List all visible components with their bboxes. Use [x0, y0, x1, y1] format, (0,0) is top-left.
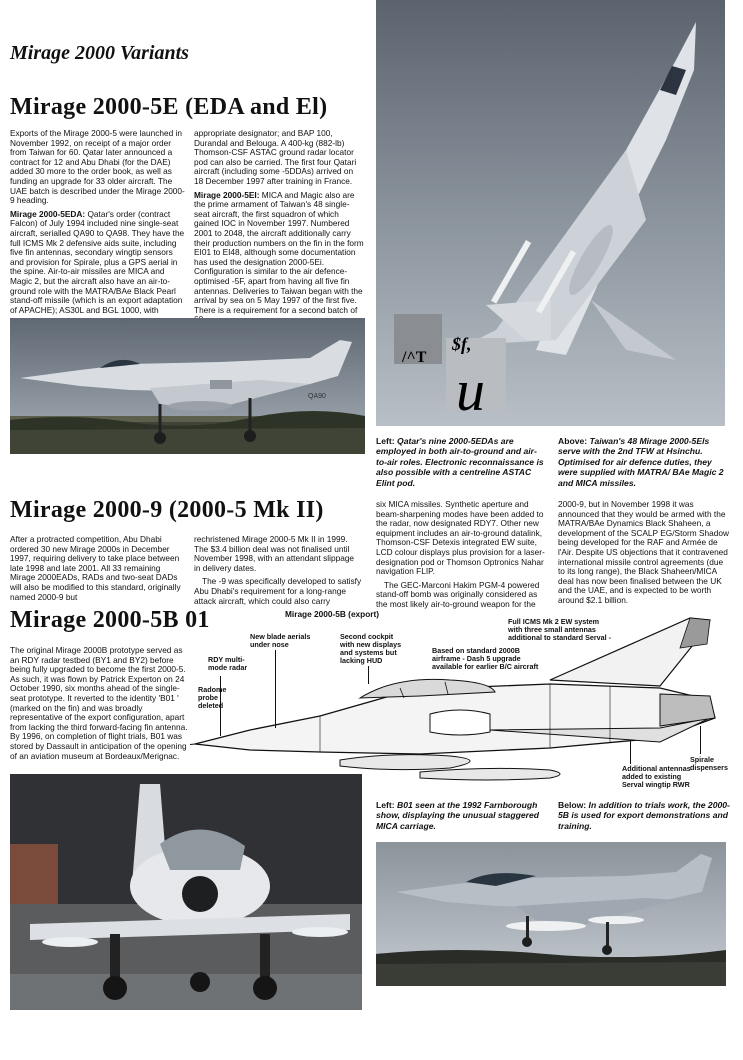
paragraph-text: Qatar's order (contract Falcon) of July 1994 included nine single-seat aircraft, serialled QA90 to QA98. They have the full ICMS Mk 2 defensive aids suite, including five fin antennas, secondary wingtip sensors and provision for Spirale, plus a GPS aerial in the spine. Air-to-air missiles are MICA and Magic 2, but the aircraft also have an air-to-ground role with the MATRA/BAe Black Pearl stand-off missile (which is an export adaptation of APACHE); AS30L and BGL 1000, with — [10, 208, 185, 315]
caption-text: B01 seen at the 1992 Farnborough show, displaying the unusual staggered MICA carriage. — [376, 800, 539, 831]
text-column-9-2 — [194, 535, 362, 610]
caption-text: In addition to trials work, the 2000-5B is used for export demonstrations and training. — [558, 800, 730, 831]
paragraph — [194, 191, 364, 325]
scan-artifact: u — [456, 358, 485, 423]
caption-lead: Left: — [376, 436, 395, 446]
leader-line — [275, 650, 276, 728]
callout-blade-aerials: New blade aerials under nose — [250, 632, 311, 649]
text-column-5e-1 — [10, 129, 188, 319]
scan-artifact: /^T — [402, 349, 427, 366]
photo-taiwan-mirage — [376, 0, 725, 426]
callout-spirale: Spirale dispensers — [690, 755, 728, 772]
callout-radome: Radome probe deleted — [198, 685, 227, 710]
caption-taiwan — [558, 436, 730, 488]
diagram-title: Mirage 2000-5B (export) — [285, 609, 380, 619]
leader-line — [630, 740, 631, 764]
caption-qatar — [376, 436, 546, 488]
caption-lead: Left: — [376, 800, 395, 810]
photo-2000-5b-flight — [376, 842, 726, 986]
page-title: Mirage 2000 Variants — [10, 42, 189, 64]
caption-text: Qatar's nine 2000-5EDAs are employed in both air-to-ground and air-to-air roles. Electronic reconnaissance is also possible with a centreline ASTAC Elint pod. — [376, 436, 544, 488]
paragraph: After a protracted competition, Abu Dhabi ordered 30 new Mirage 2000s in December 1997, requiring delivery to take place between late 1998 and late 2001. All 33 remaining Mirage 2000EADs, RADs and two-seat DADs will also be modified to this standard, originally named 2000-9 but — [10, 534, 181, 602]
photo-qatar-mirage — [10, 318, 365, 454]
aircraft-serial: QA90 — [308, 393, 326, 400]
callout-serval-antennas: Additional antennas added to existing Serval wingtip RWR — [622, 764, 691, 789]
leader-line — [700, 726, 701, 754]
section-heading-5b01: Mirage 2000-5B 01 — [10, 607, 210, 633]
caption-text: Taiwan's 48 Mirage 2000-5Els serve with the 2nd TFW at Hsinchu. Optimised for air defence duties, they were supplied with MATRA/ BAe Magic 2 and MICA missiles. — [558, 436, 724, 488]
paragraph: The -9 was specifically developed to satisfy Abu Dhabi's requirement for a long-range attack aircraft, which could also carry — [194, 576, 362, 606]
paragraph: 2000-9, but in November 1998 it was announced that they would be armed with the MATRA/BAe Dynamics Black Shaheen, a development of the SCALP EG/Storm Shadow being developed for the RAF and Armée de l'Air. Despite US objections that it contravened international missile control agreements (due to its long range), the Black Shaheen/MICA deal has now been finalised between the UK and the UAE, and is expected to be worth around $2.1 billion. — [558, 499, 729, 605]
subheading: Mirage 2000-5EDA: — [10, 208, 86, 219]
subheading: Mirage 2000-5EI: — [194, 189, 260, 200]
leader-line — [368, 666, 369, 684]
text-column-9-1 — [10, 535, 188, 606]
caption-export-demo — [558, 800, 730, 831]
section-heading-2000-9: Mirage 2000-9 (2000-5 Mk II) — [10, 497, 324, 523]
text-column-9-3 — [376, 500, 548, 614]
section-heading-5e: Mirage 2000-5E (EDA and El) — [10, 94, 328, 120]
paragraph: Exports of the Mirage 2000-5 were launched in November 1992, on receipt of a major order from Taiwan for 60. Qatar later announced a contract for 12 and Abu Dhabi (for the DAE) added 30 more to the order book, as well as funding an upgrade for 33 older aircraft. The UAE batch is described under the Mirage 2000-9 heading. — [10, 128, 185, 206]
scan-artifact: $f, — [452, 334, 472, 354]
photo-b01-farnborough — [10, 774, 362, 1010]
paragraph: The GEC-Marconi Hakim PGM-4 powered stand-off bomb was originally considered as the most likely air-to-ground weapon for the — [376, 579, 540, 609]
callout-icms: Full ICMS Mk 2 EW system with three small antennas additional to standard Serval - — [508, 617, 612, 642]
paragraph: The original Mirage 2000B prototype served as an RDY radar testbed (BY1 and BY2) before being fully upgraded to become the first 2000-5. As such, it was flown by Patrick Experton on 24 October 1990, six months ahead of the single-seat prototype. It reverted to the identity 'B01 ' (marked on the fin) and was broadly representative of the export configuration, apart from lacking the third forward-facing fin antenna. By 1996, on completion of flight trials, B01 was stored by Dassault in anticipation of the opening of an aviation museum at Bordeaux/Merignac. — [10, 645, 188, 761]
text-column-5e-2 — [194, 129, 364, 329]
text-column-5b — [10, 646, 188, 765]
callout-rdy-radar: RDY multi- mode radar — [208, 655, 248, 672]
paragraph: appropriate designator; and BAP 100, Durandal and Belouga. A 400-kg (882-lb) Thomson-CSF ASTAC ground radar locator pod can also be carried. The first four Qatari aircraft (including some -5DDAs) arrived on 18 December 1997 after training in France. — [194, 128, 357, 186]
text-column-9-4 — [558, 500, 730, 610]
paragraph: six MICA missiles. Synthetic aperture and beam-sharpening modes have been added to the radar, now designated RDY7. Other new equipment includes an air-to-ground datalink, Thomson-CSF Detexis integrated EW suite, LCD colour displays plus provision for a laser-designation pod or Thomson Optronics Nahar navigation FLIP. — [376, 499, 545, 577]
caption-lead: Below: — [558, 800, 587, 810]
paragraph: rechristened Mirage 2000-5 Mk II in 1999. The $3.4 billion deal was not finalised until November 1998, with an attendant slippage in delivery dates. — [194, 534, 355, 573]
callout-second-cockpit: Second cockpit with new displays and systems but lacking HUD — [340, 632, 402, 665]
diagram-mirage-2000-5b — [190, 610, 730, 790]
paragraph — [10, 210, 188, 316]
paragraph-text: MICA and Magic also are the prime armament of Taiwan's 48 single-seat aircraft, the first squadron of which gained IOC in November 1997. Numbered 2001 to 2048, the aircraft additionally carry their production numbers on the fin in the form EI01 to EI48, although some documentation has used the designation 2000-5Ei. Configuration is similar to the air defence-optimised -5F, apart from having all five fin antennas. Deliveries to Taiwan began with the arrival by sea on 5 May 1997 of the first five. There is a requirement for a second batch of — [194, 189, 364, 315]
caption-lead: Above: — [558, 436, 588, 446]
caption-b01 — [376, 800, 546, 831]
callout-airframe: Based on standard 2000B airframe - Dash 5 upgrade available for earlier B/C aircraft — [432, 646, 539, 671]
